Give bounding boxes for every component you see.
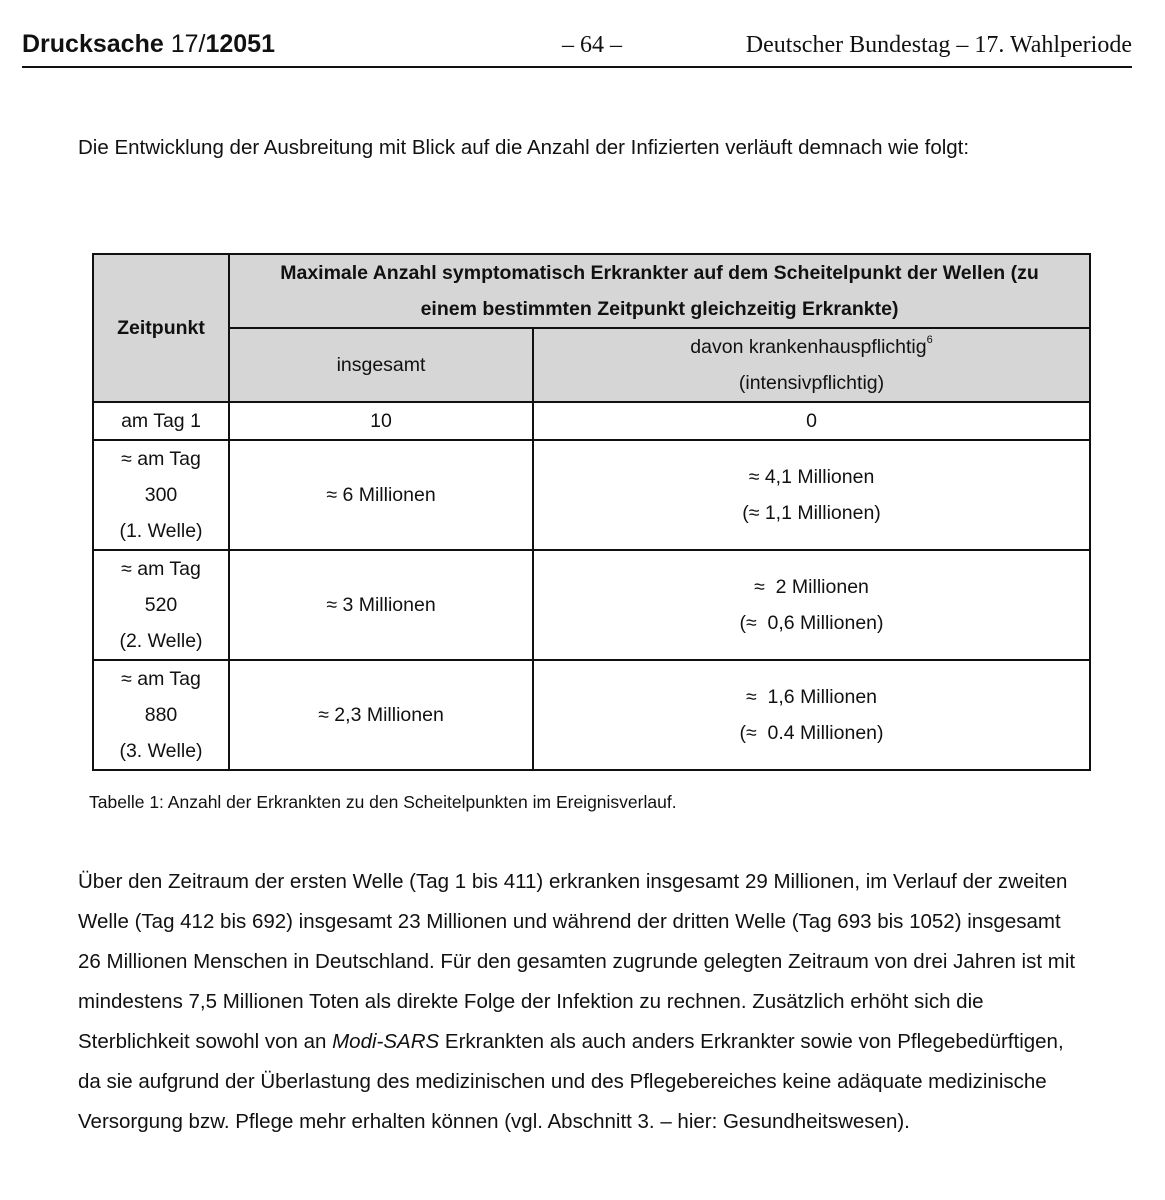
cell-time: ≈ am Tag 880 (3. Welle) bbox=[93, 660, 229, 770]
table-caption: Tabelle 1: Anzahl der Erkrankten zu den Scheitelpunkten im Ereignisverlauf. bbox=[89, 792, 677, 812]
table-row bbox=[93, 440, 1090, 550]
header-max-erkrankte bbox=[229, 254, 1090, 328]
cell-time: ≈ am Tag 300 (1. Welle) bbox=[93, 440, 229, 550]
body-text-part2: Erkrankten als auch anders Erkrankter sowie von Pflegebedürftigen, da sie aufgrund der Überlastung des medizinischen und des Pflegebereiches keine adäquate medizinische Versorgung bzw. Pflege mehr erhalten können (vgl. Abschnitt 3. – hier: Gesundheitswesen). bbox=[78, 1030, 1064, 1133]
issuer: Deutscher Bundestag – 17. Wahlperiode bbox=[745, 32, 1132, 58]
cell-time: ≈ am Tag 520 (2. Welle) bbox=[93, 550, 229, 660]
cell-hospital: ≈ 2 Millionen (≈ 0,6 Millionen) bbox=[533, 550, 1090, 660]
document-number bbox=[22, 28, 275, 60]
header-max-line1: Maximale Anzahl symptomatisch Erkrankter auf dem Scheitelpunkt der Wellen (zu bbox=[280, 262, 1039, 284]
header-hospital-label: davon krankenhauspflichtig bbox=[690, 336, 927, 358]
cell-hospital: ≈ 4,1 Millionen (≈ 1,1 Millionen) bbox=[533, 440, 1090, 550]
body-text-part1: Über den Zeitraum der ersten Welle (Tag 1 bis 411) erkranken insgesamt 29 Millionen, im Verlauf der zweiten Welle (Tag 412 bis 692) insgesamt 23 Millionen und während der dritten Welle (Tag 693 bis 1052) insgesamt 26 Millionen Menschen in Deutschland. Für den gesamten zugrunde gelegten Zeitraum von drei Jahren ist mit mindestens 7,5 Millionen Toten als direkte Folge der Infektion zu rechnen. Zusätzlich erhöht sich die Sterblichkeit sowohl von an bbox=[78, 870, 1076, 1053]
body-text-italic: Modi-SARS bbox=[332, 1030, 440, 1053]
cell-hospital: 0 bbox=[533, 402, 1090, 440]
header-zeitpunkt: Zeitpunkt bbox=[93, 254, 229, 402]
header-insgesamt: insgesamt bbox=[229, 328, 533, 402]
header-icu-label: (intensivpflichtig) bbox=[738, 372, 885, 394]
cell-total: ≈ 3 Millionen bbox=[229, 550, 533, 660]
table-row bbox=[93, 660, 1090, 770]
cell-total: ≈ 2,3 Millionen bbox=[229, 660, 533, 770]
data-table bbox=[92, 253, 1091, 771]
doc-number-prefix: 17/ bbox=[170, 30, 206, 58]
page-number: – 64 – bbox=[562, 32, 622, 58]
body-paragraph bbox=[78, 862, 1088, 1142]
cell-total: ≈ 6 Millionen bbox=[229, 440, 533, 550]
cell-total: 10 bbox=[229, 402, 533, 440]
cell-time: am Tag 1 bbox=[93, 402, 229, 440]
page-header bbox=[22, 26, 1132, 68]
header-max-line2: einem bestimmten Zeitpunkt gleichzeitig Erkrankte) bbox=[420, 298, 899, 320]
table-row bbox=[93, 402, 1090, 440]
cell-hospital: ≈ 1,6 Millionen (≈ 0.4 Millionen) bbox=[533, 660, 1090, 770]
doc-number-main: 12051 bbox=[205, 30, 275, 58]
footnote-marker: 6 bbox=[926, 334, 933, 346]
intro-paragraph: Die Entwicklung der Ausbreitung mit Blick auf die Anzahl der Infizierten verläuft demnach wie folgt: bbox=[78, 136, 970, 159]
header-krankenhauspflichtig bbox=[533, 328, 1090, 402]
table-row bbox=[93, 550, 1090, 660]
doc-label: Drucksache bbox=[22, 30, 164, 58]
